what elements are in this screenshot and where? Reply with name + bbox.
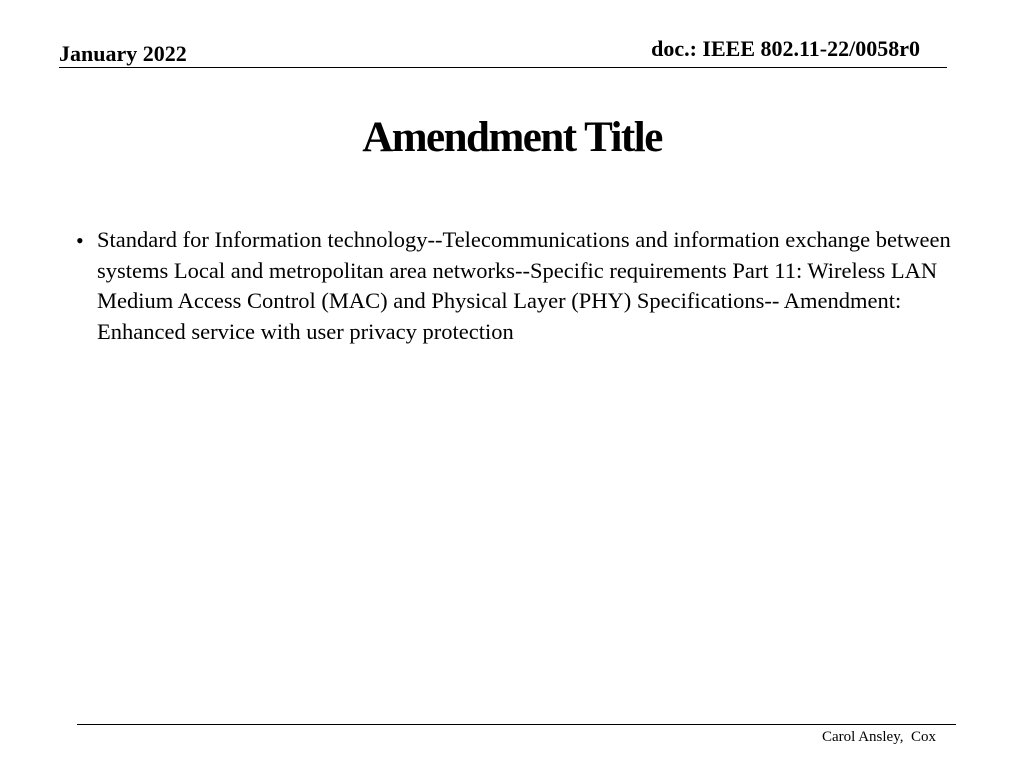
header-doc-id: doc.: IEEE 802.11-22/0058r0 [651, 36, 920, 61]
slide-body [72, 225, 952, 347]
footer-author: Carol Ansley, Cox [821, 729, 936, 745]
slide-title: Amendment Title [362, 114, 662, 161]
bullet-text: Standard for Information technology--Telecommunications and information exchange between systems Local and metropolitan area networks--Specific requirements Part 11: Wireless LAN Medium Access Control (MAC) and Physical Layer (PHY) Specifications-- Amendment: Enhanced service with user privacy protection [97, 227, 951, 344]
header-divider [59, 67, 947, 68]
footer-divider [77, 724, 956, 725]
header-date: January 2022 [59, 41, 187, 66]
bullet-item [72, 225, 952, 347]
bullet-icon: • [76, 228, 84, 253]
